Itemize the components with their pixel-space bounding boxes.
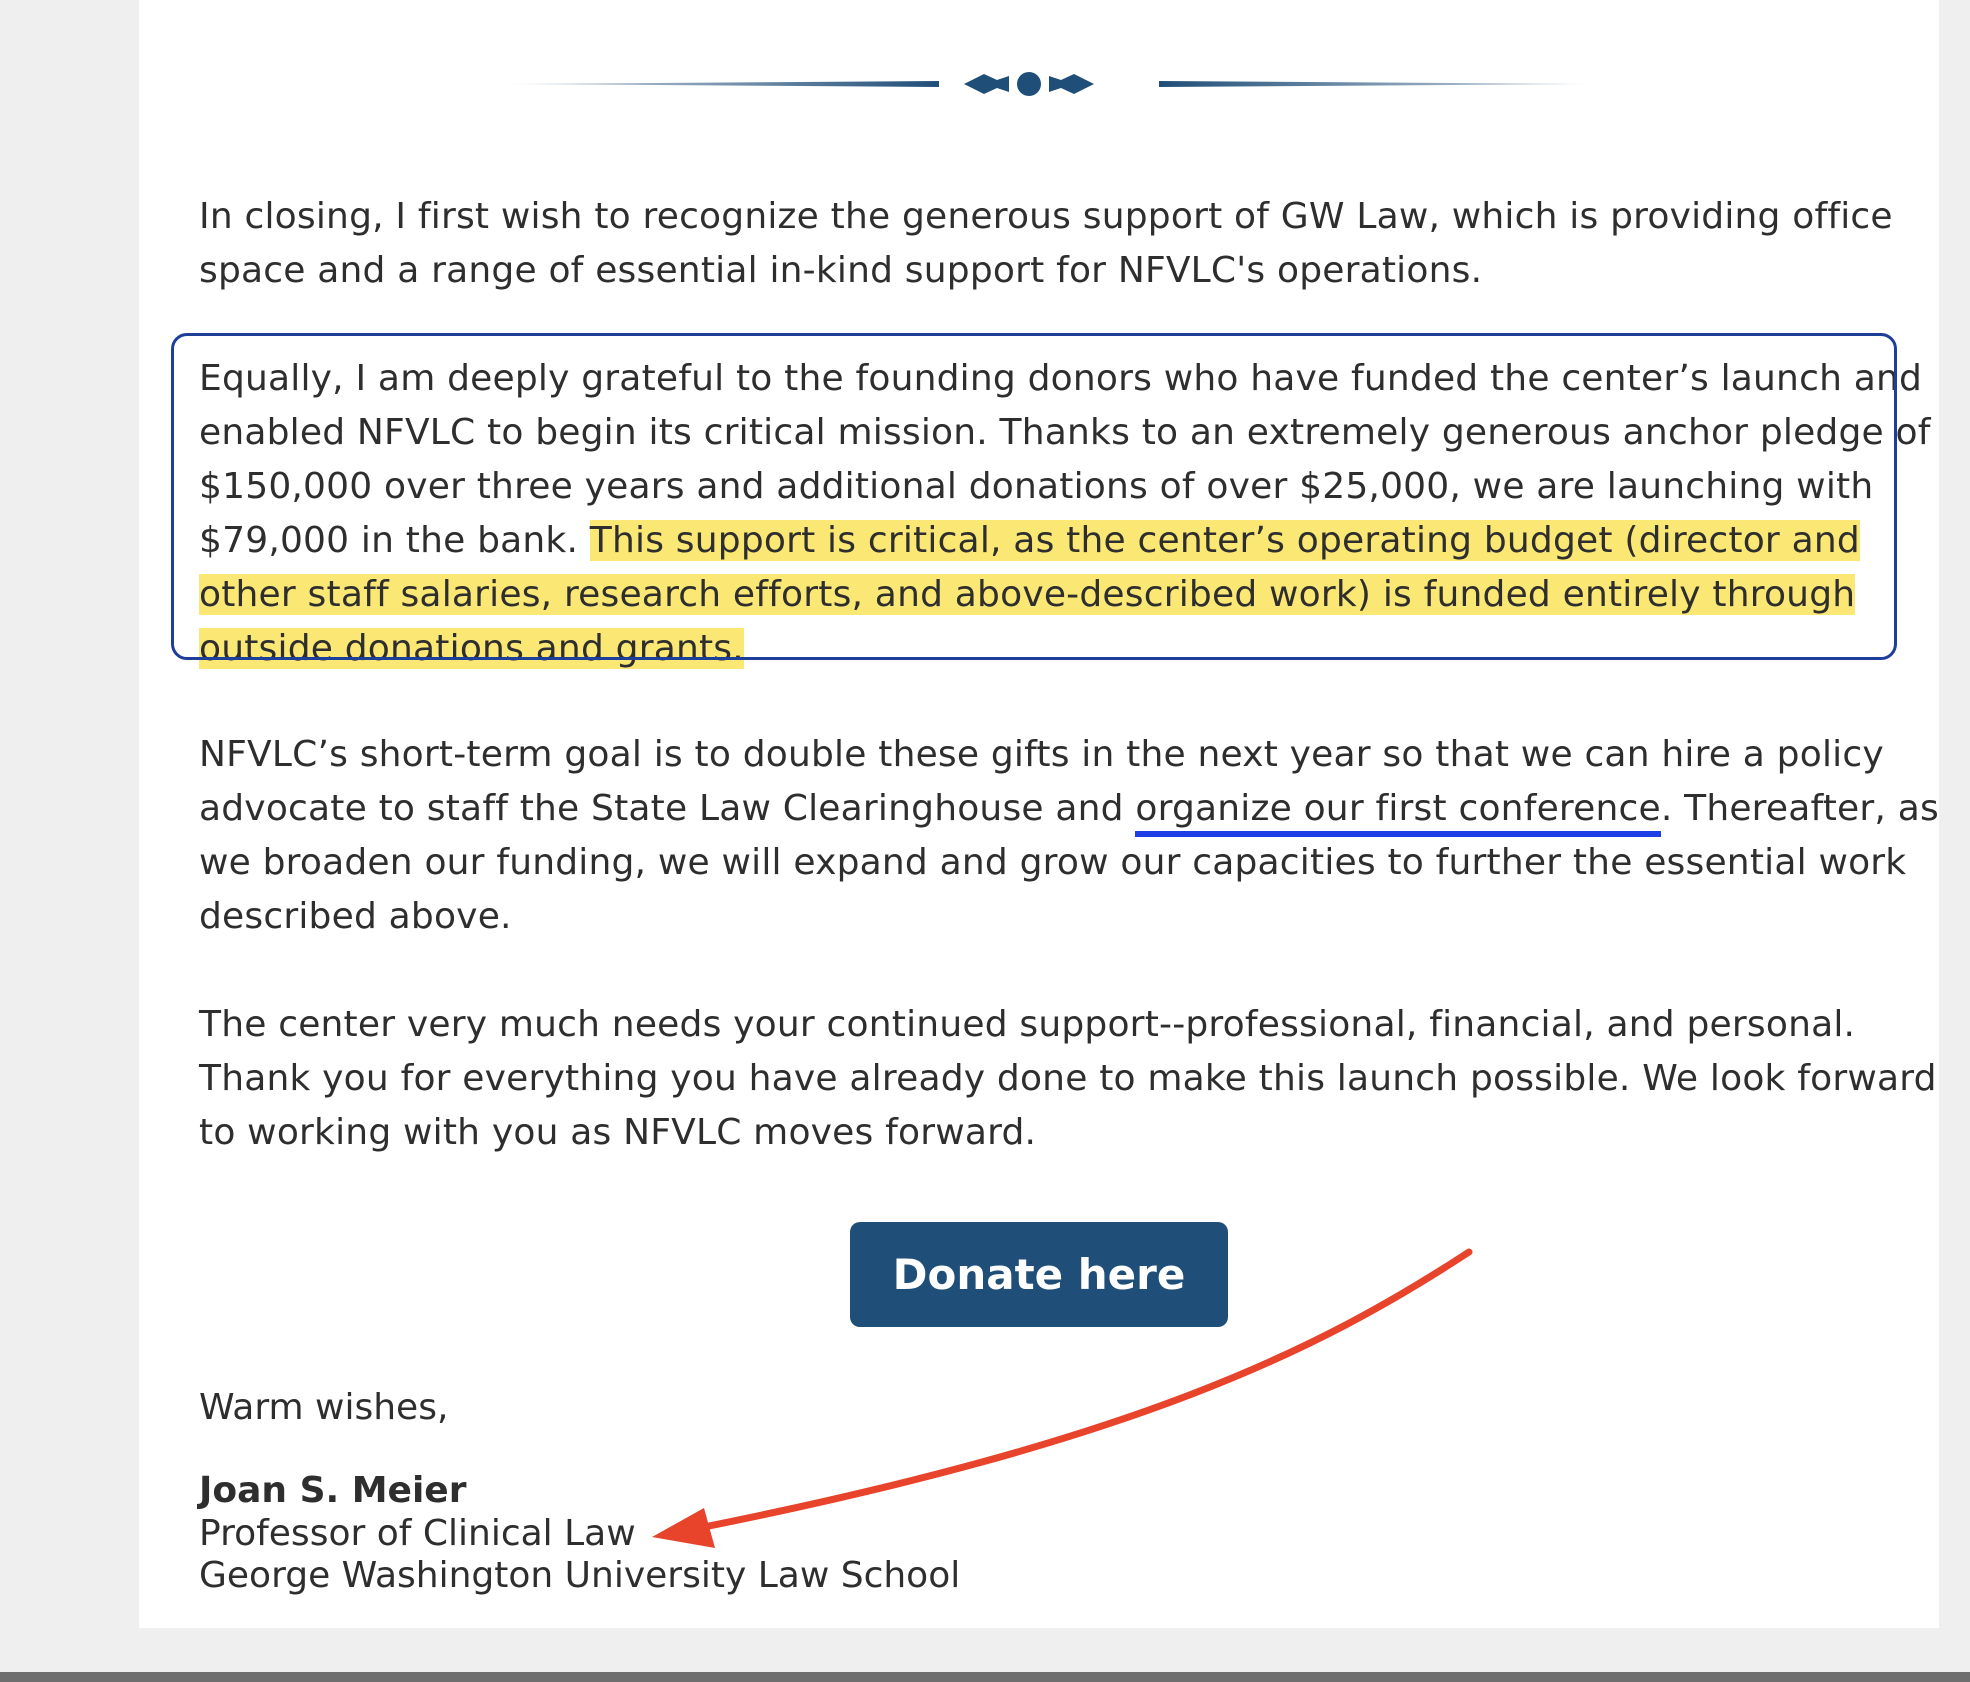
- paragraph-founding-donors: [199, 352, 1959, 676]
- email-body: [139, 0, 1939, 1628]
- paragraph-short-term-goal-text-end: . Thereafter, as we broaden our funding, we will expand and grow our capacities to further the essential work described above.: [199, 788, 1939, 937]
- paragraph-short-term-goal-text: NFVLC’s short-term goal is to double these gifts in the next year so that we can hire a policy advocate to staff the State Law Clearinghouse and: [199, 734, 1884, 829]
- paragraph-short-term-goal: [199, 728, 1959, 944]
- paragraph-continued-support: The center very much needs your continued support--professional, financial, and personal. Thank you for everything you have already done to make this launch possible. We look forward to working with you as NFVLC moves forward.: [199, 1004, 1937, 1153]
- signature-closing: Warm wishes,: [199, 1387, 449, 1428]
- highlighted-text: This support is critical, as the center’s operating budget (director and other staff salaries, research efforts, and above-described work) is funded entirely through outside donations and grants.: [199, 520, 1860, 669]
- signature-school: George Washington University Law School: [199, 1555, 961, 1596]
- signature-title: Professor of Clinical Law: [199, 1513, 636, 1554]
- donate-button[interactable]: Donate here: [850, 1222, 1228, 1327]
- signature-name: Joan S. Meier: [199, 1470, 467, 1511]
- ornamental-divider-icon: [509, 60, 1589, 110]
- paragraph-gw-law: In closing, I first wish to recognize the generous support of GW Law, which is providing office space and a range of essential in-kind support for NFVLC's operations.: [199, 196, 1893, 291]
- window-bottom-edge: [0, 1672, 1970, 1682]
- paragraph-founding-donors-text: Equally, I am deeply grateful to the founding donors who have funded the center’s launch and enabled NFVLC to begin its critical mission. Thanks to an extremely generous anchor pledge of $150,000 over three years and additional donations of over $25,000, we are launching with $79,000 in the bank.: [199, 358, 1931, 561]
- organize-conference-link[interactable]: organize our first conference: [1135, 788, 1660, 837]
